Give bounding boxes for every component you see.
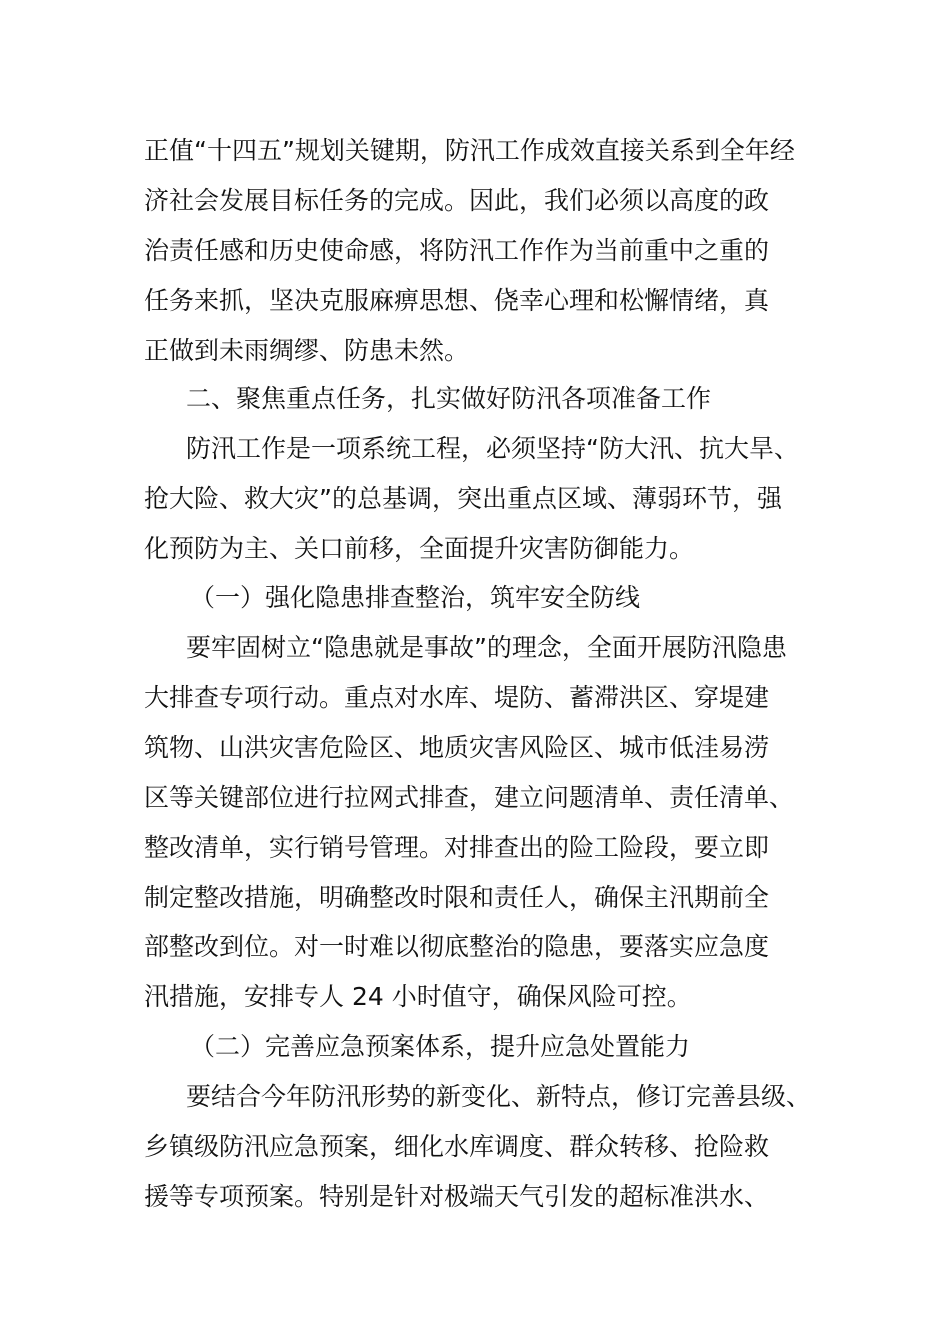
body-text-line: 治责任感和历史使命感，将防汛工作作为当前重中之重的 xyxy=(144,236,770,265)
body-text-line: 区等关键部位进行拉网式排查，建立问题清单、责任清单、 xyxy=(144,783,795,812)
body-text-line: 汛措施，安排专人 24 小时值守，确保风险可控。 xyxy=(144,982,692,1011)
body-text-line: 防汛工作是一项系统工程，必须坚持“防大汛、抗大旱、 xyxy=(186,434,799,463)
body-text-line: 部整改到位。对一时难以彻底整治的隐患，要落实应急度 xyxy=(144,932,770,961)
body-text-line: 要牢固树立“隐患就是事故”的理念，全面开展防汛隐患 xyxy=(186,633,787,662)
body-text-line: 大排查专项行动。重点对水库、堤防、蓄滞洪区、穿堤建 xyxy=(144,683,770,712)
section-heading: 二、聚焦重点任务，扎实做好防汛各项准备工作 xyxy=(186,384,712,413)
body-text-line: 正做到未雨绸缪、防患未然。 xyxy=(144,336,470,365)
body-text-line: 筑物、山洪灾害危险区、地质灾害风险区、城市低洼易涝 xyxy=(144,733,770,762)
body-text-line: 正值“十四五”规划关键期，防汛工作成效直接关系到全年经 xyxy=(144,136,795,165)
body-text-line: 要结合今年防汛形势的新变化、新特点，修订完善县级、 xyxy=(186,1082,812,1111)
subsection-heading: （一）强化隐患排查整治，筑牢安全防线 xyxy=(190,583,641,612)
body-text-line: 抢大险、救大灾”的总基调，突出重点区域、薄弱环节，强 xyxy=(144,484,782,513)
body-text-line: 援等专项预案。特别是针对极端天气引发的超标准洪水、 xyxy=(144,1182,770,1211)
body-text-line: 制定整改措施，明确整改时限和责任人，确保主汛期前全 xyxy=(144,883,770,912)
body-text-line: 济社会发展目标任务的完成。因此，我们必须以高度的政 xyxy=(144,186,770,215)
subsection-heading: （二）完善应急预案体系，提升应急处置能力 xyxy=(190,1032,691,1061)
body-text-line: 乡镇级防汛应急预案，细化水库调度、群众转移、抢险救 xyxy=(144,1132,770,1161)
body-text-line: 任务来抓，坚决克服麻痹思想、侥幸心理和松懈情绪，真 xyxy=(144,286,770,315)
body-text-line: 整改清单，实行销号管理。对排查出的险工险段，要立即 xyxy=(144,833,770,862)
body-text-line: 化预防为主、关口前移，全面提升灾害防御能力。 xyxy=(144,534,695,563)
